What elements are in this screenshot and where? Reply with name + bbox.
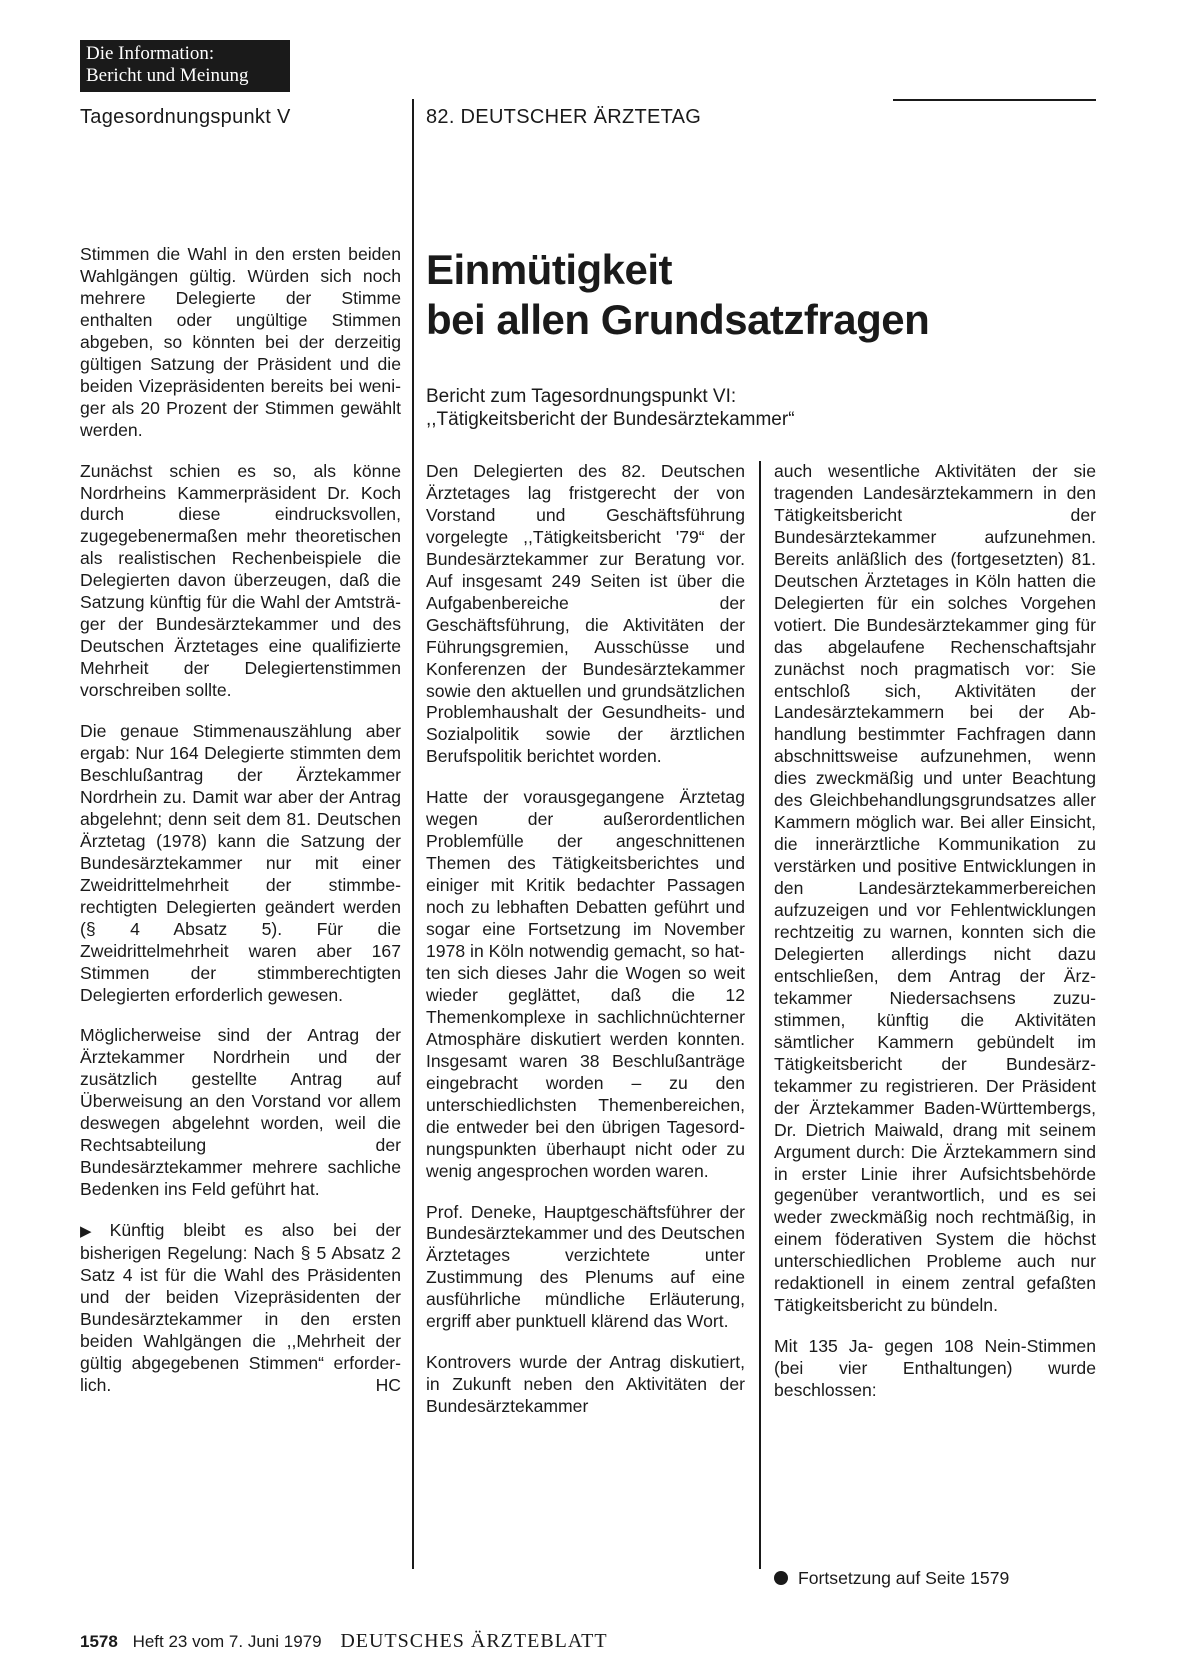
page-footer	[80, 1630, 608, 1653]
article-title	[426, 245, 1126, 345]
left-paragraph-3: Die genaue Stimmenauszählung aber ergab: Nur 164 Delegierte stimmten dem Beschlußantrag der Ärztekammer Nordrhein zu. Damit war aber der Antrag abgelehnt; denn seit dem 81. Deutschen Ärztetag (1978) kann die Satzung der Bundesärztekammer nur mit einer Zweidrittelmehrheit der stimmberechtigten Delegierten geändert werden (§ 4 Absatz 5). Für die Zweidrittelmehrheit waren aber 167 Stimmen der stimmberechtigten Delegierten erforderlich gewesen.	[80, 721, 401, 1005]
magazine-name: DEUTSCHES ÄRZTEBLATT	[340, 1630, 608, 1652]
middle-paragraph-2: Hatte der vorausgegangene Ärztetag wegen der außerordentlichen Problemfülle der angeschnittenen Themen des Tätigkeitsberichtes und einiger mit Kritik bedachter Passagen noch zu lebhaften Debatten geführt und sogar eine Fortsetzung im November 1978 in Köln notwendig gemacht, so hatten sich dieses Jahr die Wogen so weit wieder geglättet, daß die 12 Themenkomplexe in sachlichnüchterner Atmosphäre diskutiert werden konnten. Insgesamt waren 38 Beschlußanträge eingebracht worden – zu den unterschiedlichsten Themenbereichen, die entweder bei den übrigen Tagesordnungspunkten überhaupt nicht oder zu wenig angesprochen worden waren.	[426, 787, 745, 1181]
left-paragraph-2: Zunächst schien es so, als könne Nordrheins Kammerpräsident Dr. Koch durch diese eindrucksvollen, zugegebenermaßen mehr theoretischen als realistischen Rechenbeispiele die Delegierten davon überzeugen, daß die Satzung künftig für die Wahl der Amtsträger der Bundesärztekammer und des Deutschen Ärztetages eine qualifizierte Mehrheit der Delegiertenstimmen vorschreiben sollte.	[80, 460, 401, 701]
middle-paragraph-3: Prof. Deneke, Hauptgeschäftsführer der Bundesärztekammer und des Deutschen Ärztetages verzichtete unter Zustimmung des Plenums auf eine ausführliche mündliche Erläuterung, ergriff aber punktuell klärend das Wort.	[426, 1201, 745, 1332]
running-head-left: Tagesordnungspunkt V	[80, 106, 291, 128]
right-paragraph-1: auch wesentliche Aktivitäten der sie tragenden Landesärztekammern in den Tätigkeitsbericht der Bundesärztekammer aufzunehmen. Bereits anläßlich des (fortgesetzten) 81. Deutschen Ärztetages in Köln hatten die Delegierten für ein solches Vorgehen votiert. Die Bundesärztekammer ging für das abgelaufene Rechenschaftsjahr zunächst noch pragmatisch vor: Sie entschloß sich, Aktivitäten der Landesärztekammern bei der Abhandlung bestimmter Fachfragen dann abschnittsweise aufzunehmen, wenn dies zweckmäßig und unter Beachtung des Gleichbehandlungsgrundsatzes aller Kammern möglich war. Bei aller Einsicht, die innerärztliche Kommunikation zu verstärken und positive Entwicklungen in den Landesärztekammerbereichen aufzuzeigen und vor Fehlentwicklungen rechtzeitig zu warnen, konnten sich die Delegierten allerdings nicht dazu entschließen, dem Antrag der Ärztekammer Niedersachsens zuzustimmen, künftig die Aktivitäten sämtlicher Kammern gebündelt im Tätigkeitsbericht der Bundesärztekammer zu registrieren. Der Präsident der Ärztekammer Baden-Württembergs, Dr. Dietrich Maiwald, drang mit seinem Argument durch: Die Ärztekammern sind in erster Linie ihrer Aufsichtsbehörde gegenüber verantwortlich, und es sei weder zweckmäßig noch rechtmäßig, in einem föderativen System die höchst unterschiedlichen Probleme auch nur redaktionell in einem zentral gefaßten Tätigkeitsbericht zu bündeln.	[774, 461, 1096, 1316]
section-tag	[80, 40, 290, 92]
middle-paragraph-4: Kontrovers wurde der Antrag diskutiert, in Zukunft neben den Aktivitäten der Bundesärztekammer	[426, 1352, 745, 1417]
bullet-dot-icon	[774, 1571, 788, 1585]
left-paragraph-4: Möglicherweise sind der Antrag der Ärztekammer Nordrhein und der zusätzlich gestellte Antrag auf Überweisung an den Vorstand vor allem deswegen abgelehnt worden, weil die Rechtsabteilung der Bundesärztekammer mehrere sachliche Bedenken ins Feld geführt hat.	[80, 1025, 401, 1200]
running-head-right: 82. DEUTSCHER ÄRZTETAG	[426, 106, 702, 128]
issue-info: Heft 23 vom 7. Juni 1979	[132, 1632, 322, 1651]
triangle-arrow-icon: ▶	[80, 1223, 106, 1241]
page-number: 1578	[80, 1632, 118, 1651]
section-tag-line2: Bericht und Meinung	[86, 65, 249, 86]
article-subtitle-line2: ,,Tätigkeitsbericht der Bundesärztekammer“	[426, 409, 795, 430]
left-paragraph-5-text: Künftig bleibt es also bei der bisherigen Regelung: Nach § 5 Absatz 2 Satz 4 ist für die Wahl des Präsidenten und der beiden Vizepräsidenten der Bundesärztekammer in den ersten beiden Wahlgängen die ,,Mehrheit der gültig abgegebenen Stimmen“ erforderlich.	[80, 1220, 401, 1395]
continuation-note	[774, 1568, 1096, 1589]
article-title-line1: Einmütigkeit	[426, 246, 673, 293]
right-column	[774, 461, 1096, 1421]
column-divider-main	[412, 99, 414, 1569]
left-paragraph-5	[80, 1220, 401, 1397]
article-subtitle-line1: Bericht zum Tagesordnungspunkt VI:	[426, 386, 737, 407]
right-paragraph-2: Mit 135 Ja- gegen 108 Nein-Stimmen (bei vier Enthaltungen) wurde beschlossen:	[774, 1336, 1096, 1401]
left-column	[80, 244, 401, 1416]
column-divider-inner	[759, 461, 761, 1569]
left-paragraph-1: Stimmen die Wahl in den ersten beiden Wahlgängen gültig. Würden sich noch mehrere Delegierte der Stimme enthalten oder ungültige Stimmen abgeben, so könnten bei der derzeitig gültigen Satzung der Präsident und die beiden Vizepräsidenten bereits bei weniger als 20 Prozent der Stimmen gewählt werden.	[80, 244, 401, 440]
middle-paragraph-1: Den Delegierten des 82. Deutschen Ärztetages lag fristgerecht der von Vorstand und Geschäftsführung vorgelegte ,,Tätigkeitsbericht '79“ der Bundesärztekammer zur Beratung vor. Auf insgesamt 249 Seiten ist über die Aufgabenbereiche der Geschäftsführung, die Aktivitäten der Führungsgremien, Ausschüsse und Konferenzen der Bundesärztekammer sowie den aktuellen und grundsätzlichen Problemhaushalt der Gesundheits- und Sozialpolitik sowie der ärztlichen Berufspolitik berichtet worden.	[426, 461, 745, 767]
section-tag-line1: Die Information:	[86, 43, 215, 64]
article-title-line2: bei allen Grundsatzfragen	[426, 296, 930, 343]
continuation-text: Fortsetzung auf Seite 1579	[798, 1568, 1010, 1588]
article-subtitle	[426, 385, 1086, 431]
middle-column	[426, 461, 745, 1437]
author-signature: HC	[375, 1374, 401, 1395]
header-rule	[893, 99, 1096, 101]
